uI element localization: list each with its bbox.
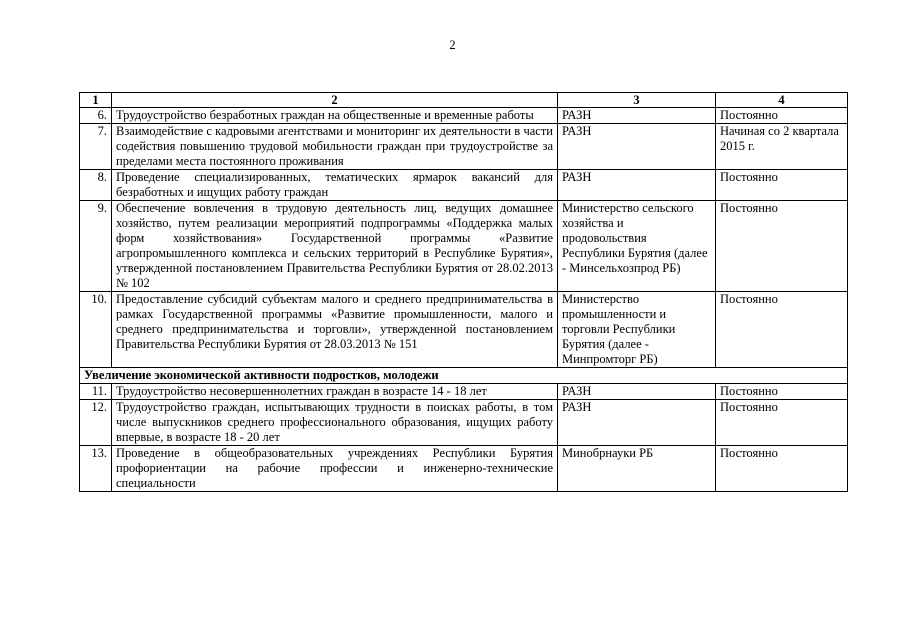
row-organization: РАЗН: [558, 108, 716, 124]
row-description: Предоставление субсидий субъектам малого и среднего предпринимательства в рамках Государственной программы «Развитие промышленности, малого и среднего предпринимательства и торговли», утвержденной постановлением Правительства Республики Бурятия от 28.03.2013 № 151: [112, 292, 558, 368]
row-number: 8.: [80, 170, 112, 201]
row-description: Трудоустройство безработных граждан на общественные и временные работы: [112, 108, 558, 124]
table-row: [80, 124, 848, 170]
row-description: Проведение специализированных, тематических ярмарок вакансий для безработных и ищущих работу граждан: [112, 170, 558, 201]
row-term: Постоянно: [716, 400, 848, 446]
row-number: 10.: [80, 292, 112, 368]
table-row: [80, 292, 848, 368]
row-organization: Министерство промышленности и торговли Республики Бурятия (далее - Минпромторг РБ): [558, 292, 716, 368]
row-description: Проведение в общеобразовательных учреждениях Республики Бурятия профориентации на рабочие профессии и инженерно-технические специальности: [112, 446, 558, 492]
page-number: 2: [449, 38, 456, 52]
row-number: 13.: [80, 446, 112, 492]
header-col-3: 3: [558, 93, 716, 108]
row-organization: РАЗН: [558, 384, 716, 400]
row-term: Постоянно: [716, 170, 848, 201]
section-heading-row: [80, 368, 848, 384]
row-term: Постоянно: [716, 292, 848, 368]
row-number: 7.: [80, 124, 112, 170]
row-term: Постоянно: [716, 108, 848, 124]
activities-table: [79, 92, 848, 492]
header-col-4: 4: [716, 93, 848, 108]
row-organization: РАЗН: [558, 124, 716, 170]
row-description: Обеспечение вовлечения в трудовую деятельность лиц, ведущих домашнее хозяйство, путем реализации мероприятий подпрограммы «Поддержка малых форм хозяйствования» Государственной программы «Развитие агропромышленного комплекса и сельских территорий в Республике Бурятия», утвержденной постановлением Правительства Республики Бурятия от 28.02.2013 № 102: [112, 201, 558, 292]
row-organization: РАЗН: [558, 170, 716, 201]
row-term: Постоянно: [716, 201, 848, 292]
row-organization: Министерство сельского хозяйства и продовольствия Республики Бурятия (далее - Минсельхозпрод РБ): [558, 201, 716, 292]
table-header-row: [80, 93, 848, 108]
row-organization: РАЗН: [558, 400, 716, 446]
row-number: 12.: [80, 400, 112, 446]
header-col-2: 2: [112, 93, 558, 108]
row-description: Трудоустройство несовершеннолетних граждан в возрасте 14 - 18 лет: [112, 384, 558, 400]
row-number: 9.: [80, 201, 112, 292]
row-term: Постоянно: [716, 446, 848, 492]
header-col-1: 1: [80, 93, 112, 108]
row-number: 6.: [80, 108, 112, 124]
table-row: [80, 201, 848, 292]
table-row: [80, 400, 848, 446]
table-row: [80, 170, 848, 201]
table-row: [80, 446, 848, 492]
row-organization: Минобрнауки РБ: [558, 446, 716, 492]
table-row: [80, 108, 848, 124]
section-title: Увеличение экономической активности подростков, молодежи: [80, 368, 848, 384]
row-description: Взаимодействие с кадровыми агентствами и мониторинг их деятельности в части содействия повышению трудовой мобильности граждан при трудоустройстве за пределами места постоянного проживания: [112, 124, 558, 170]
table-row: [80, 384, 848, 400]
row-number: 11.: [80, 384, 112, 400]
row-description: Трудоустройство граждан, испытывающих трудности в поисках работы, в том числе выпускников среднего профессионального образования, ищущих работу впервые, в возрасте 18 - 20 лет: [112, 400, 558, 446]
row-term: Постоянно: [716, 384, 848, 400]
row-term: Начиная со 2 квартала 2015 г.: [716, 124, 848, 170]
